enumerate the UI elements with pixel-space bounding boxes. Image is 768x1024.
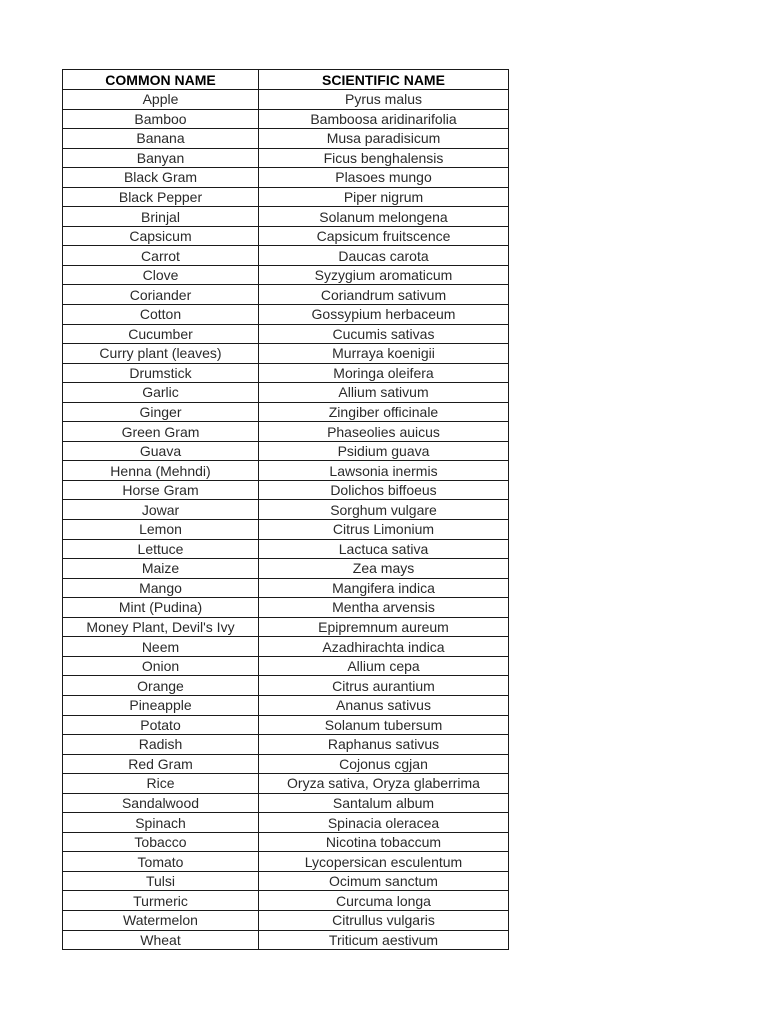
scientific-name-cell: Epipremnum aureum (259, 617, 509, 637)
table-row (63, 363, 509, 383)
scientific-name-cell: Cucumis sativas (259, 324, 509, 344)
common-name-cell: Lemon (63, 520, 259, 540)
table-row (63, 793, 509, 813)
scientific-name-cell: Zingiber officinale (259, 402, 509, 422)
table-row (63, 441, 509, 461)
scientific-name-cell: Curcuma longa (259, 891, 509, 911)
scientific-name-cell: Azadhirachta indica (259, 637, 509, 657)
table-row (63, 500, 509, 520)
common-name-cell: Watermelon (63, 910, 259, 930)
table-row (63, 910, 509, 930)
common-name-cell: Clove (63, 265, 259, 285)
table-row (63, 539, 509, 559)
scientific-name-cell: Citrus Limonium (259, 520, 509, 540)
table-row (63, 852, 509, 872)
table-row (63, 695, 509, 715)
table-row (63, 578, 509, 598)
scientific-name-cell: Allium cepa (259, 656, 509, 676)
scientific-name-cell: Mentha arvensis (259, 598, 509, 618)
scientific-name-cell: Lycopersican esculentum (259, 852, 509, 872)
common-name-cell: Guava (63, 441, 259, 461)
scientific-name-cell: Solanum melongena (259, 207, 509, 227)
scientific-name-cell: Bamboosa aridinarifolia (259, 109, 509, 129)
common-name-cell: Cotton (63, 305, 259, 325)
table-row (63, 617, 509, 637)
common-name-cell: Curry plant (leaves) (63, 344, 259, 364)
table-row (63, 813, 509, 833)
table-row (63, 305, 509, 325)
common-name-cell: Spinach (63, 813, 259, 833)
table-row (63, 168, 509, 188)
scientific-name-cell: Oryza sativa, Oryza glaberrima (259, 774, 509, 794)
common-name-cell: Turmeric (63, 891, 259, 911)
table-row (63, 637, 509, 657)
scientific-name-cell: Lactuca sativa (259, 539, 509, 559)
common-name-cell: Drumstick (63, 363, 259, 383)
table-row (63, 774, 509, 794)
scientific-name-cell: Allium sativum (259, 383, 509, 403)
common-name-cell: Apple (63, 90, 259, 110)
common-name-cell: Coriander (63, 285, 259, 305)
table-row (63, 559, 509, 579)
common-name-cell: Garlic (63, 383, 259, 403)
table-row (63, 285, 509, 305)
scientific-name-cell: Santalum album (259, 793, 509, 813)
table-header-row (63, 70, 509, 90)
common-name-cell: Banyan (63, 148, 259, 168)
scientific-name-cell: Murraya koenigii (259, 344, 509, 364)
scientific-name-cell: Piper nigrum (259, 187, 509, 207)
common-name-cell: Tulsi (63, 871, 259, 891)
table-row (63, 480, 509, 500)
common-name-cell: Ginger (63, 402, 259, 422)
common-name-cell: Mint (Pudina) (63, 598, 259, 618)
scientific-name-cell: Lawsonia inermis (259, 461, 509, 481)
table-row (63, 735, 509, 755)
scientific-name-cell: Pyrus malus (259, 90, 509, 110)
scientific-name-cell: Sorghum vulgare (259, 500, 509, 520)
table-row (63, 422, 509, 442)
common-name-cell: Henna (Mehndi) (63, 461, 259, 481)
table-row (63, 344, 509, 364)
common-name-cell: Wheat (63, 930, 259, 950)
scientific-name-cell: Plasoes mungo (259, 168, 509, 188)
common-name-cell: Potato (63, 715, 259, 735)
table-row (63, 891, 509, 911)
common-name-cell: Bamboo (63, 109, 259, 129)
common-name-cell: Maize (63, 559, 259, 579)
table-row (63, 187, 509, 207)
table-row (63, 148, 509, 168)
table-row (63, 265, 509, 285)
common-name-cell: Onion (63, 656, 259, 676)
table-row (63, 656, 509, 676)
scientific-name-cell: Musa paradisicum (259, 129, 509, 149)
scientific-name-cell: Gossypium herbaceum (259, 305, 509, 325)
table-row (63, 832, 509, 852)
table-row (63, 246, 509, 266)
table-row (63, 324, 509, 344)
common-name-cell: Green Gram (63, 422, 259, 442)
header-common-name: COMMON NAME (63, 70, 259, 90)
scientific-name-cell: Moringa oleifera (259, 363, 509, 383)
scientific-name-cell: Cojonus cgjan (259, 754, 509, 774)
scientific-name-cell: Ocimum sanctum (259, 871, 509, 891)
common-name-cell: Brinjal (63, 207, 259, 227)
common-name-cell: Neem (63, 637, 259, 657)
scientific-name-cell: Nicotina tobaccum (259, 832, 509, 852)
common-name-cell: Tobacco (63, 832, 259, 852)
header-scientific-name: SCIENTIFIC NAME (259, 70, 509, 90)
table-row (63, 226, 509, 246)
table-row (63, 715, 509, 735)
plant-names-table (62, 69, 509, 950)
table-row (63, 930, 509, 950)
common-name-cell: Radish (63, 735, 259, 755)
scientific-name-cell: Ficus benghalensis (259, 148, 509, 168)
scientific-name-cell: Mangifera indica (259, 578, 509, 598)
table-row (63, 676, 509, 696)
common-name-cell: Black Gram (63, 168, 259, 188)
table-row (63, 129, 509, 149)
scientific-name-cell: Triticum aestivum (259, 930, 509, 950)
common-name-cell: Black Pepper (63, 187, 259, 207)
scientific-name-cell: Coriandrum sativum (259, 285, 509, 305)
common-name-cell: Pineapple (63, 695, 259, 715)
common-name-cell: Rice (63, 774, 259, 794)
common-name-cell: Red Gram (63, 754, 259, 774)
table-row (63, 90, 509, 110)
common-name-cell: Cucumber (63, 324, 259, 344)
common-name-cell: Capsicum (63, 226, 259, 246)
common-name-cell: Tomato (63, 852, 259, 872)
table-row (63, 207, 509, 227)
scientific-name-cell: Psidium guava (259, 441, 509, 461)
scientific-name-cell: Daucas carota (259, 246, 509, 266)
common-name-cell: Money Plant, Devil's Ivy (63, 617, 259, 637)
scientific-name-cell: Ananus sativus (259, 695, 509, 715)
table-row (63, 383, 509, 403)
table-row (63, 109, 509, 129)
scientific-name-cell: Syzygium aromaticum (259, 265, 509, 285)
scientific-name-cell: Zea mays (259, 559, 509, 579)
table-row (63, 871, 509, 891)
scientific-name-cell: Citrullus vulgaris (259, 910, 509, 930)
table-row (63, 754, 509, 774)
common-name-cell: Mango (63, 578, 259, 598)
table-row (63, 461, 509, 481)
table-body (63, 90, 509, 950)
common-name-cell: Banana (63, 129, 259, 149)
scientific-name-cell: Raphanus sativus (259, 735, 509, 755)
table-row (63, 402, 509, 422)
scientific-name-cell: Citrus aurantium (259, 676, 509, 696)
common-name-cell: Carrot (63, 246, 259, 266)
scientific-name-cell: Solanum tubersum (259, 715, 509, 735)
common-name-cell: Orange (63, 676, 259, 696)
scientific-name-cell: Spinacia oleracea (259, 813, 509, 833)
scientific-name-cell: Capsicum fruitscence (259, 226, 509, 246)
table-row (63, 598, 509, 618)
common-name-cell: Jowar (63, 500, 259, 520)
common-name-cell: Horse Gram (63, 480, 259, 500)
table-row (63, 520, 509, 540)
scientific-name-cell: Dolichos biffoeus (259, 480, 509, 500)
common-name-cell: Lettuce (63, 539, 259, 559)
scientific-name-cell: Phaseolies auicus (259, 422, 509, 442)
common-name-cell: Sandalwood (63, 793, 259, 813)
